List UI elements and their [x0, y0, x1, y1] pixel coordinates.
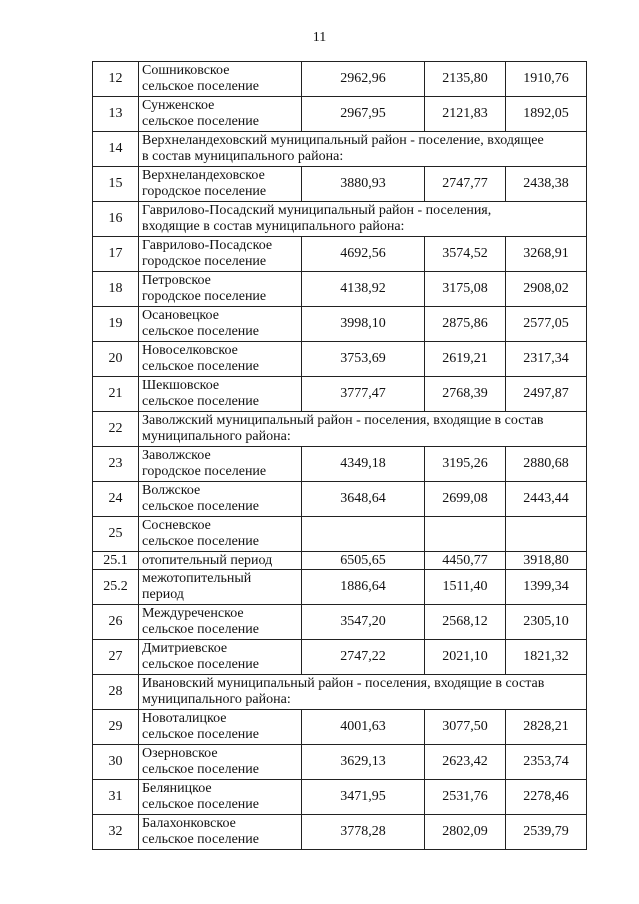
row-number: 13: [93, 97, 139, 132]
settlement-name-line: сельское поселение: [142, 657, 259, 672]
table-section-row: [93, 675, 587, 710]
settlement-name: [139, 552, 302, 570]
settlement-name: [139, 710, 302, 745]
table-row: [93, 482, 587, 517]
value-cell-3: 2577,05: [506, 307, 587, 342]
row-number: 23: [93, 447, 139, 482]
settlement-name-line: сельское поселение: [142, 727, 259, 742]
value-cell-3: 2828,21: [506, 710, 587, 745]
value-cell-3: 2497,87: [506, 377, 587, 412]
settlement-name-line: городское поселение: [142, 184, 267, 199]
row-number: 20: [93, 342, 139, 377]
settlement-name-line: Сосневское: [142, 518, 211, 533]
settlement-name: [139, 640, 302, 675]
settlement-name-line: Петровское: [142, 273, 211, 288]
section-heading-line: Верхнеландеховский муниципальный район - поселение, входящее: [142, 133, 544, 148]
settlement-name: [139, 272, 302, 307]
value-cell-1: 3471,95: [302, 780, 425, 815]
value-cell-2: 2619,21: [425, 342, 506, 377]
row-number: 15: [93, 167, 139, 202]
value-cell-3: 2278,46: [506, 780, 587, 815]
value-cell-1: 2747,22: [302, 640, 425, 675]
value-cell-1: 2967,95: [302, 97, 425, 132]
value-cell-2: 2121,83: [425, 97, 506, 132]
settlement-name-line: Сунженское: [142, 98, 215, 113]
settlement-name: [139, 482, 302, 517]
table-row: [93, 552, 587, 570]
section-heading-line: в состав муниципального района:: [142, 149, 344, 164]
settlement-name-line: Шекшовское: [142, 378, 220, 393]
value-cell-2: 2623,42: [425, 745, 506, 780]
row-number: 28: [93, 675, 139, 710]
value-cell-3: 2353,74: [506, 745, 587, 780]
row-number: 32: [93, 815, 139, 850]
settlement-name-line: сельское поселение: [142, 359, 259, 374]
value-cell-1: 3753,69: [302, 342, 425, 377]
value-cell-2: 2699,08: [425, 482, 506, 517]
settlement-name: [139, 377, 302, 412]
table-row: [93, 167, 587, 202]
row-number: 29: [93, 710, 139, 745]
value-cell-2: 4450,77: [425, 552, 506, 570]
value-cell-1: 2962,96: [302, 62, 425, 97]
table-section-row: [93, 412, 587, 447]
section-heading: [139, 675, 587, 710]
settlement-name: [139, 745, 302, 780]
row-number: 25: [93, 517, 139, 552]
value-cell-3: 2438,38: [506, 167, 587, 202]
row-number: 30: [93, 745, 139, 780]
value-cell-1: 3777,47: [302, 377, 425, 412]
value-cell-3: 2908,02: [506, 272, 587, 307]
value-cell-3: 2443,44: [506, 482, 587, 517]
value-cell-2: 1511,40: [425, 570, 506, 605]
settlement-name: [139, 62, 302, 97]
value-cell-2: 2531,76: [425, 780, 506, 815]
row-number: 24: [93, 482, 139, 517]
value-cell-2: 3195,26: [425, 447, 506, 482]
settlement-name-line: Дмитриевское: [142, 641, 228, 656]
value-cell-3: [506, 517, 587, 552]
table-row: [93, 517, 587, 552]
value-cell-3: 2305,10: [506, 605, 587, 640]
value-cell-3: 2539,79: [506, 815, 587, 850]
settlement-name-line: сельское поселение: [142, 832, 259, 847]
value-cell-1: 6505,65: [302, 552, 425, 570]
row-number: 21: [93, 377, 139, 412]
settlement-name: [139, 570, 302, 605]
value-cell-3: 1910,76: [506, 62, 587, 97]
settlement-name-line: сельское поселение: [142, 499, 259, 514]
table-row: [93, 62, 587, 97]
section-heading-line: муниципального района:: [142, 692, 291, 707]
settlement-name: [139, 237, 302, 272]
table-row: [93, 640, 587, 675]
settlement-name-line: сельское поселение: [142, 114, 259, 129]
row-number: 18: [93, 272, 139, 307]
table-section-row: [93, 132, 587, 167]
table-row: [93, 377, 587, 412]
value-cell-2: 2802,09: [425, 815, 506, 850]
value-cell-3: 3918,80: [506, 552, 587, 570]
row-number: 27: [93, 640, 139, 675]
value-cell-2: 2135,80: [425, 62, 506, 97]
value-cell-2: 3574,52: [425, 237, 506, 272]
table-row: [93, 447, 587, 482]
value-cell-2: [425, 517, 506, 552]
table-row: [93, 272, 587, 307]
value-cell-1: 3998,10: [302, 307, 425, 342]
value-cell-1: 1886,64: [302, 570, 425, 605]
page-number: 11: [312, 30, 327, 45]
settlement-name-line: городское поселение: [142, 289, 267, 304]
settlement-name-line: период: [142, 587, 184, 602]
value-cell-2: 2875,86: [425, 307, 506, 342]
settlement-name: [139, 780, 302, 815]
settlement-name-line: сельское поселение: [142, 797, 259, 812]
value-cell-1: [302, 517, 425, 552]
settlement-name-line: сельское поселение: [142, 394, 259, 409]
row-number: 31: [93, 780, 139, 815]
section-heading-line: муниципального района:: [142, 429, 291, 444]
settlement-name-line: Новоселковское: [142, 343, 238, 358]
settlement-name: [139, 342, 302, 377]
settlement-name-line: Беляницкое: [142, 781, 212, 796]
settlement-name-line: отопительный период: [142, 552, 273, 568]
value-cell-1: 3880,93: [302, 167, 425, 202]
settlement-name-line: межотопительный: [142, 571, 252, 586]
table-row: [93, 710, 587, 745]
row-number: 22: [93, 412, 139, 447]
section-heading-line: Гаврилово-Посадский муниципальный район - поселения,: [142, 203, 492, 218]
value-cell-3: 1399,34: [506, 570, 587, 605]
value-cell-1: 3648,64: [302, 482, 425, 517]
row-number: 12: [93, 62, 139, 97]
section-heading: [139, 202, 587, 237]
settlement-name: [139, 605, 302, 640]
table-row: [93, 780, 587, 815]
value-cell-1: 4138,92: [302, 272, 425, 307]
value-cell-1: 4001,63: [302, 710, 425, 745]
table-row: [93, 307, 587, 342]
settlement-name: [139, 307, 302, 342]
settlement-name-line: Волжское: [142, 483, 201, 498]
value-cell-2: 2021,10: [425, 640, 506, 675]
settlement-name: [139, 167, 302, 202]
settlement-name-line: Озерновское: [142, 746, 218, 761]
value-cell-3: 2317,34: [506, 342, 587, 377]
value-cell-3: 2880,68: [506, 447, 587, 482]
settlement-name-line: Заволжское: [142, 448, 211, 463]
value-cell-3: 1892,05: [506, 97, 587, 132]
value-cell-2: 3175,08: [425, 272, 506, 307]
table-section-row: [93, 202, 587, 237]
settlement-name: [139, 517, 302, 552]
tariff-table: [92, 61, 587, 850]
row-number: 16: [93, 202, 139, 237]
section-heading: [139, 412, 587, 447]
settlement-name-line: городское поселение: [142, 464, 267, 479]
table-row: [93, 815, 587, 850]
settlement-name-line: городское поселение: [142, 254, 267, 269]
value-cell-1: 3629,13: [302, 745, 425, 780]
settlement-name-line: Осановецкое: [142, 308, 219, 323]
settlement-name-line: Гаврилово-Посадское: [142, 238, 273, 253]
value-cell-2: 2747,77: [425, 167, 506, 202]
row-number: 25.1: [93, 552, 139, 570]
settlement-name: [139, 447, 302, 482]
settlement-name-line: Новоталицкое: [142, 711, 227, 726]
section-heading: [139, 132, 587, 167]
settlement-name-line: Сошниковское: [142, 63, 230, 78]
settlement-name-line: Верхнеландеховское: [142, 168, 265, 183]
row-number: 17: [93, 237, 139, 272]
section-heading-line: Ивановский муниципальный район - поселения, входящие в состав: [142, 676, 545, 691]
value-cell-3: 3268,91: [506, 237, 587, 272]
settlement-name-line: сельское поселение: [142, 79, 259, 94]
value-cell-3: 1821,32: [506, 640, 587, 675]
table-row: [93, 745, 587, 780]
table-row: [93, 570, 587, 605]
settlement-name: [139, 97, 302, 132]
row-number: 26: [93, 605, 139, 640]
value-cell-2: 3077,50: [425, 710, 506, 745]
settlement-name-line: Балахонковское: [142, 816, 236, 831]
value-cell-1: 3547,20: [302, 605, 425, 640]
value-cell-2: 2568,12: [425, 605, 506, 640]
table-row: [93, 605, 587, 640]
section-heading-line: входящие в состав муниципального района:: [142, 219, 405, 234]
settlement-name: [139, 815, 302, 850]
row-number: 25.2: [93, 570, 139, 605]
value-cell-1: 4349,18: [302, 447, 425, 482]
settlement-name-line: сельское поселение: [142, 622, 259, 637]
row-number: 19: [93, 307, 139, 342]
table-row: [93, 97, 587, 132]
settlement-name-line: Междуреченское: [142, 606, 244, 621]
row-number: 14: [93, 132, 139, 167]
settlement-name-line: сельское поселение: [142, 324, 259, 339]
value-cell-2: 2768,39: [425, 377, 506, 412]
table-row: [93, 237, 587, 272]
value-cell-1: 3778,28: [302, 815, 425, 850]
table-row: [93, 342, 587, 377]
value-cell-1: 4692,56: [302, 237, 425, 272]
settlement-name-line: сельское поселение: [142, 762, 259, 777]
section-heading-line: Заволжский муниципальный район - поселения, входящие в состав: [142, 413, 544, 428]
settlement-name-line: сельское поселение: [142, 534, 259, 549]
